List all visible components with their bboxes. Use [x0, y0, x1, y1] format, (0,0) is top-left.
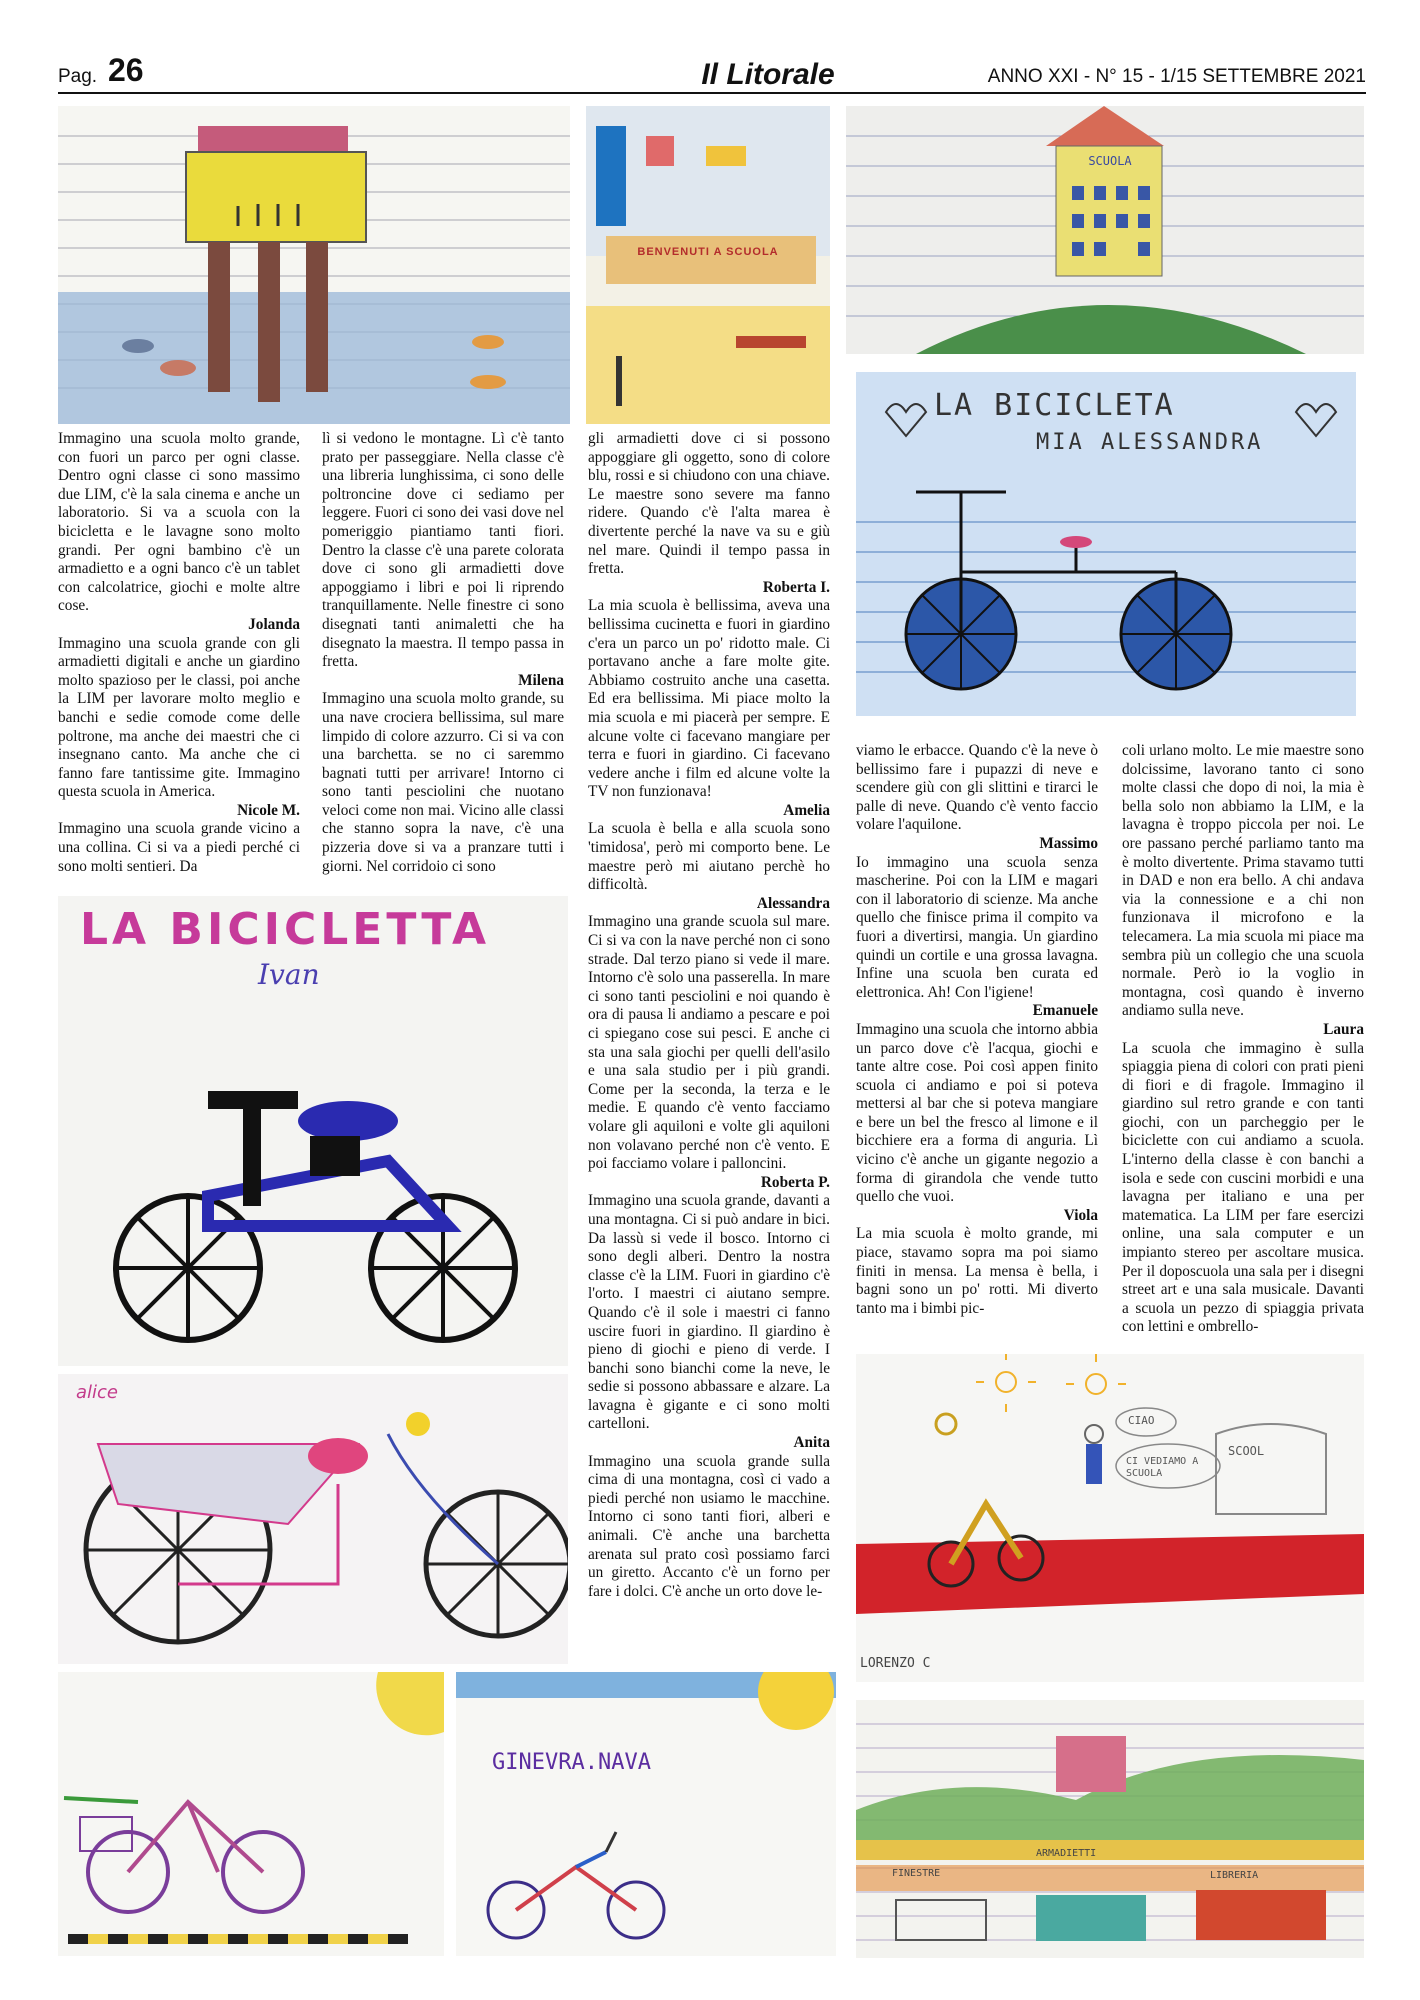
paragraph: Immagino una scuola molto grande, con fuori un parco per ogni classe. Dentro ogni classe ci sono massimo due LIM, c'è la sala cinema e anche un laboratorio. Si va a scuola con la bicicletta e le lavagne sono molto grandi. Per ogni bambino c'è un armadietto e a ogni banco c'è un tablet con calcolatrice, giochi e molte altre cose. [58, 430, 300, 615]
paragraph: La mia scuola è molto grande, mi piace, stavamo sopra ma poi siamo finiti in mensa. La mensa è bella, i bagni sono un po' rotti. Mi diverto tanto ma i bimbi pic- [856, 1225, 1098, 1317]
bicycle-title: LA BICICLETA [934, 388, 1175, 423]
libreria-label: LIBRERIA [1210, 1870, 1259, 1881]
author-signature: Jolanda [248, 615, 300, 633]
paragraph: La mia scuola è bellissima, aveva una bellissima cucinetta e fuori in giardino c'era un parco un po' ridotto male. Ci portavano anche a fare molte gite. Abbiamo costruito anche una casetta. Ed era bellissima. Mi piace molto la mia scuola e mi piacerà per sempre. E alcune volte ci facevano mangiare per terra e fuori in giardino. Ci facevano vedere anche i film ed alcune volte la TV non funzionava! [588, 597, 830, 801]
armadietti-label: ARMADIETTI [1036, 1848, 1097, 1859]
bicicletta-author: Ivan [258, 958, 320, 991]
paragraph: Immagino una scuola grande sulla cima di una montagna, così ci vado a piedi perché non usiamo le macchine. Intorno ci sono tanti fiori, alberi e animali. C'è anche una barchetta arenata sul prato così possiamo farci un giretto. Accanto c'è un forno per fare i dolci. C'è anche un orto dove le- [588, 1452, 830, 1600]
drawing-hill-school [846, 106, 1364, 354]
paragraph: Immagino una scuola grande vicino a una collina. Ci si va a piedi perché ci sono molti sentieri. Da [58, 820, 300, 875]
bicycle-subtitle: MIA ALESSANDRA [1036, 430, 1264, 455]
drawing-lorenzo-cyclist [856, 1354, 1364, 1682]
text-column-2 [322, 430, 564, 876]
drawing-stilt-school [58, 106, 570, 424]
paragraph: lì si vedono le montagne. Lì c'è tanto prato per passeggiare. Nella classe c'è una libreria lunghissima, ci sono delle poltroncine dove ci sediamo per leggere. Fuori ci sono dei vasi dove nel pomeriggio piantiamo tanti fiori. Dentro la classe c'è una parete colorata dove ci sono gli armadietti dove appoggiamo i libri e poi li riprendo tranquillamente. Nelle finestre ci sono disegnati tanti animaletti che ha disegnato la maestra. Il tempo passa in fretta. [322, 430, 564, 671]
page-number: 26 [108, 52, 144, 88]
ci-vediamo-bubble: CI VEDIAMO A SCUOLA [1126, 1456, 1199, 1479]
author-signature: Roberta I. [762, 578, 830, 596]
alice-signature: alice [76, 1382, 119, 1403]
drawing-ginevra-bicycle [456, 1672, 836, 1956]
author-signature: Alessandra [756, 894, 830, 912]
paragraph: Immagino una scuola grande con gli armadietti digitali e anche un giardino molto spazioso per le classi, poi anche la LIM per lavorare molto meglio e banchi e sedie comode come delle poltrone, ma anche dei maestri che ci insegnano canto. Ma anche che ci fanno fare tantissime gite. Immagino questa scuola in America. [58, 634, 300, 801]
bicicletta-title: LA BICICLETTA [80, 904, 491, 955]
text-column-4 [856, 742, 1098, 1318]
scuola-label: SCUOLA [1088, 154, 1132, 168]
drawing-la-bicicletta [58, 896, 568, 1366]
author-signature: Emanuele [1032, 1002, 1098, 1020]
finestre-label: FINESTRE [892, 1868, 941, 1879]
drawing-purple-bicycle [58, 1672, 444, 1956]
author-signature: Laura [1323, 1020, 1364, 1038]
benvenuti-label: BENVENUTI A SCUOLA [637, 246, 779, 258]
paragraph: coli urlano molto. Le mie maestre sono dolcissime, lavorano tanto ci sono molte classi che dopo di noi, la mia è bella solo non abbiamo la LIM, e la lavagna è troppo piccola per noi. Le ore passano perché parliamo tanto ma è molto divertente. Prima stavamo tutti in DAD e non era bello. A chi andava via la connessione e a chi non funzionava il microfono e la telecamera. La mia scuola mi piace ma sembra più un collegio che una scuola normale. Però io la voglio in montagna, così quando è inverno andiamo sulla neve. [1122, 742, 1364, 1020]
drawing-school-landscape [856, 1700, 1364, 1958]
text-column-1 [58, 430, 300, 876]
paragraph: gli armadietti dove ci si possono appoggiare gli oggetto, sono di colore blu, rossi e si chiudono con una chiave. Le maestre sono severe ma fanno ridere. Quando c'è l'alta marea è divertente perché la nave va su e giù nel mare. Quindi il tempo passa in fretta. [588, 430, 830, 578]
text-column-3 [588, 430, 830, 1601]
drawing-pink-bicycle [58, 1374, 568, 1664]
paragraph: Immagino una scuola che intorno abbia un parco dove c'è l'acqua, giochi e tante altre cose. Poi così appen finito scuola ci andiamo e poi si poteva mettersi al bar che si poteva mangiare e bere un bel the fresco al limone e il bicchiere era a forma di anguria. Lì vicino c'è anche un gigante negozio a forma di girandola che vende tutto quello che vuoi. [856, 1020, 1098, 1206]
drawing-blue-bicycle [856, 372, 1356, 716]
author-signature: Massimo [1039, 834, 1098, 852]
author-signature: Amelia [783, 801, 830, 819]
paragraph: viamo le erbacce. Quando c'è la neve ò bellissimo fare i pupazzi di neve e scendere giù con gli slittini e tirarci le palle di neve. Quando c'è vento faccio volare l'aquilone. [856, 742, 1098, 834]
lorenzo-signature: LORENZO C [860, 1656, 931, 1671]
ciao-bubble: CIAO [1128, 1414, 1155, 1427]
paragraph: La scuola è bella e alla scuola sono 'timidosa', però mi comporto bene. Le maestre però mi aiutano perchè ho difficoltà. [588, 820, 830, 894]
author-signature: Viola [1063, 1206, 1098, 1224]
drawing-beach-school [586, 106, 830, 424]
page-label: Pag. [58, 66, 98, 87]
author-signature: Nicole M. [237, 801, 300, 819]
issue-info: ANNO XXI - N° 15 - 1/15 SETTEMBRE 2021 [987, 66, 1366, 87]
paragraph: Io immagino una scuola senza mascherine. Poi con la LIM e magari con il laboratorio di scienze. Ma anche quello che finisce prima il compito va fuori a divertirsi, mangia. Un giardino quindi un cortile e una grossa lavagna. Infine una scuola ben curata ed elettronica. Ah! Con l'igiene! [856, 853, 1098, 1001]
page-header [58, 52, 1366, 94]
masthead: Il Litorale [701, 58, 835, 91]
school-sign: SCOOL [1228, 1444, 1265, 1458]
paragraph: Immagino una grande scuola sul mare. Ci si va con la nave perché non ci sono strade. Dal terzo piano si vede il mare. Intorno c'è solo una passerella. In mare ci sono tanti pesciolini e noi quando è ora di pausa li andiamo a pescare e poi ci spiegano cose sui pesci. E anche ci sta una sala giochi per quelli dell'asilo e una sala studio per i più grandi. Come per la seconda, la terza e le medie. E quando c'è vento facciamo volare gli aquiloni e volte gli aquiloni non volavano perché non c'è vento. E poi facciamo volare i palloncini. [588, 913, 830, 1173]
author-signature: Anita [793, 1434, 830, 1452]
paragraph: Immagino una scuola grande, davanti a una montagna. Ci si può andare in bici. Da lassù si vede il bosco. Intorno ci sono degli alberi. Dentro la nostra classe c'è la LIM. Fuori in giardino c'è l'orto. I maestri ci aiutano sempre. Quando c'è il sole i maestri ci fanno uscire fuori in giardino. Il giardino è pieno di giochi e pieno di verde. I banchi sono bianchi come la neve, le sedie si possono abbassare e alzare. La lavagna è gigante e ci sono molti cartelloni. [588, 1192, 830, 1433]
author-signature: Roberta P. [760, 1173, 830, 1191]
author-signature: Milena [518, 671, 564, 689]
paragraph: La scuola che immagino è sulla spiaggia piena di colori con prati pieni di fiori e di fragole. Immagino il giardino sul retro grande e con tanti giochi, con un parcheggio per le biciclette con cui andiamo a scuola. L'interno della classe è con banchi a isola e sede con cuscini morbidi e una lavagna per italiano e una per matematica. La LIM per fare esercizi online, una sala computer e un impianto stereo per ascoltare musica. Per il doposcuola una sala per i disegni street art e una sala musicale. Davanti a scuola un pezzo di spiaggia privata con lettini e ombrello- [1122, 1039, 1364, 1336]
text-column-5 [1122, 742, 1364, 1337]
paragraph: Immagino una scuola molto grande, su una nave crociera bellissima, sul mare limpido di colore azzurro. Ci si va con una barchetta. se no ci saremmo bagnati tutti per arrivare! Intorno ci sono tanti pesciolini che nuotano veloci come non mai. Vicino alle classi che stanno sopra la nave, c'è una pizzeria dove si va a pranzare tutti i giorni. Nel corridoio ci sono [322, 690, 564, 875]
ginevra-signature: GINEVRA.NAVA [492, 1750, 651, 1775]
